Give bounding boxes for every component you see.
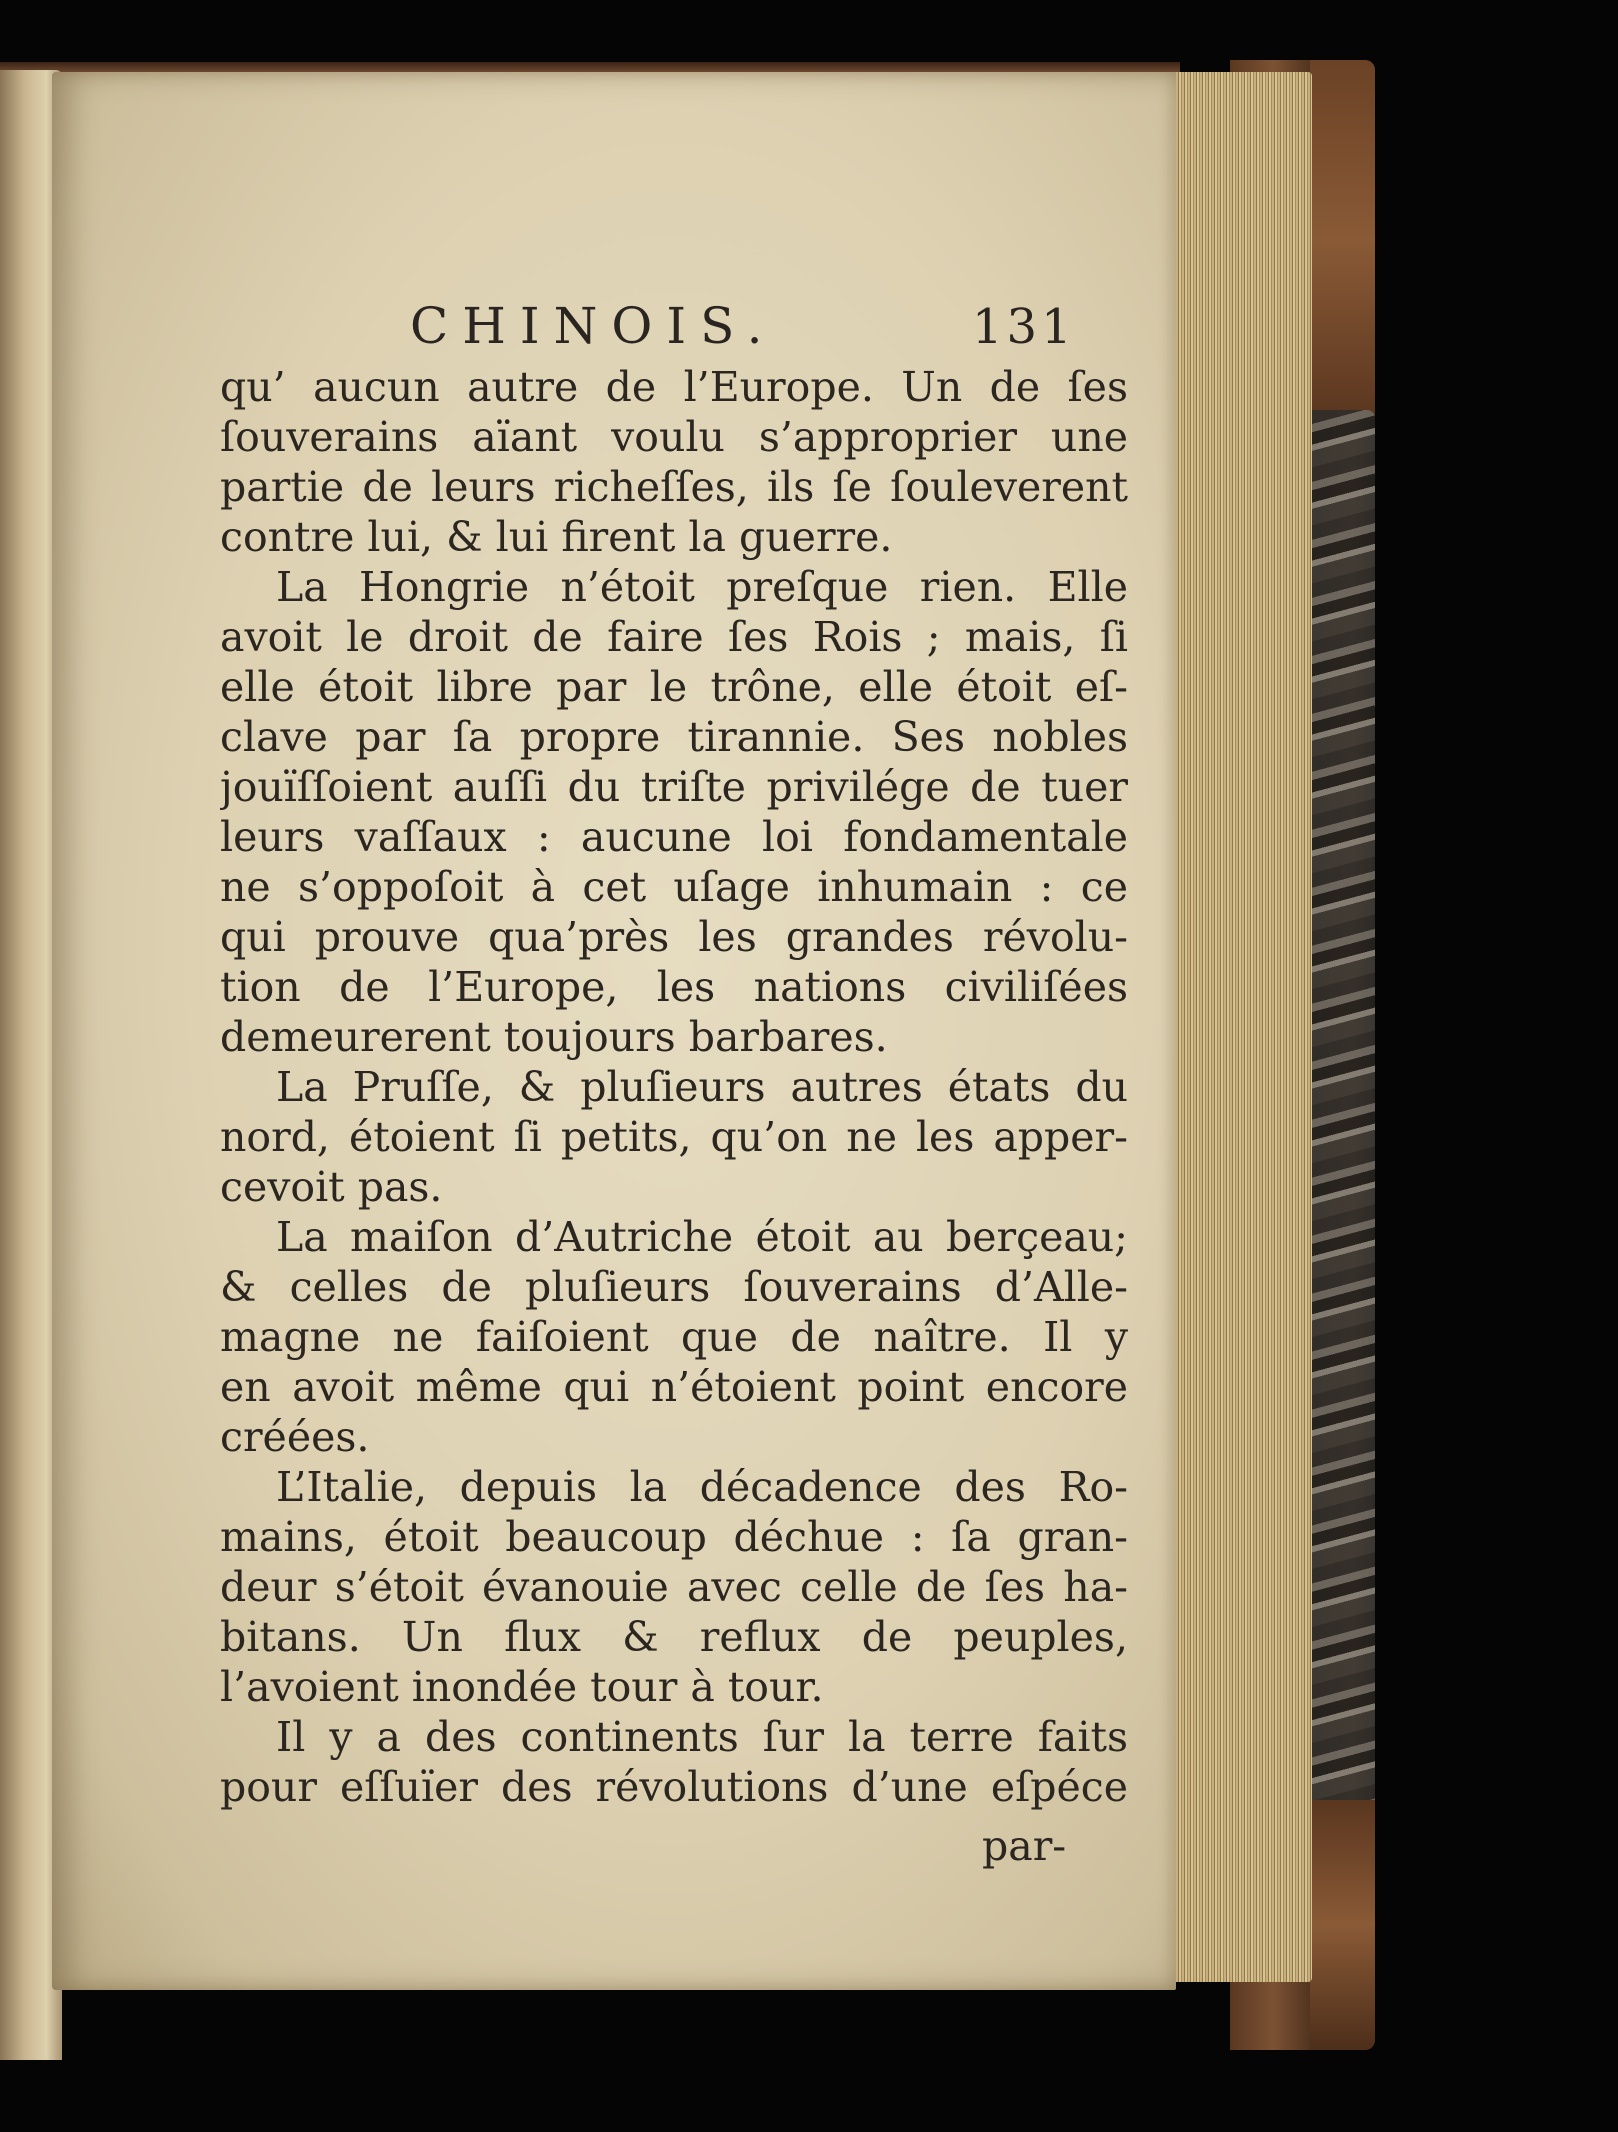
text-line: en avoit même qui n’étoient point encore (220, 1363, 1128, 1411)
running-head: CHINOIS. (410, 297, 777, 355)
body-text (220, 362, 1128, 1812)
text-line: partie de leurs richeſſes, ils ſe ſouleverent (220, 463, 1128, 511)
page-number: 131 (972, 299, 1076, 355)
text-line: mains, étoit beaucoup déchue : ſa gran- (220, 1513, 1128, 1561)
text-line: qu’ aucun autre de l’Europe. Un de ſes (220, 363, 1128, 411)
text-line: ne s’oppoſoit à cet uſage inhumain : ce (220, 863, 1128, 911)
text-line: La maiſon d’Autriche étoit au berçeau; (276, 1213, 1128, 1261)
text-line: L’Italie, depuis la décadence des Ro- (276, 1463, 1128, 1511)
text-line: jouïſſoient auſſi du triſte privilége de tuer (220, 763, 1128, 811)
text-line: Il y a des continents ſur la terre faits (276, 1713, 1128, 1761)
text-line: magne ne faiſoient que de naître. Il y (220, 1313, 1128, 1361)
cover-leather-bottom (1310, 1800, 1375, 2050)
page-edges (1152, 72, 1312, 1982)
text-line: demeurerent toujours barbares. (220, 1013, 888, 1061)
page-header (52, 297, 1176, 367)
text-line: bitans. Un flux & reflux de peuples, (220, 1613, 1128, 1661)
text-line: avoit le droit de faire ſes Rois ; mais, ſi (220, 613, 1128, 661)
text-line: qui prouve qua’près les grandes révolu- (220, 913, 1128, 961)
cover-leather-top (1310, 60, 1375, 420)
text-line: l’avoient inondée tour à tour. (220, 1663, 824, 1711)
text-line: ſouverains aïant voulu s’approprier une (220, 413, 1128, 461)
text-line: nord, étoient ſi petits, qu’on ne les apper- (220, 1113, 1128, 1161)
text-line: contre lui, & lui firent la guerre. (220, 513, 893, 561)
text-line: tion de l’Europe, les nations civiliſées (220, 963, 1128, 1011)
text-line: elle étoit libre par le trône, elle étoit eſ- (220, 663, 1128, 711)
marbled-board (1310, 410, 1375, 1810)
text-line: deur s’étoit évanouie avec celle de ſes ha- (220, 1563, 1128, 1611)
text-line: cevoit pas. (220, 1163, 443, 1211)
text-line: leurs vaſſaux : aucune loi fondamentale (220, 813, 1128, 861)
catchword: par- (982, 1822, 1067, 1870)
text-line: créées. (220, 1413, 370, 1461)
text-line: & celles de pluſieurs ſouverains d’Alle- (220, 1263, 1128, 1311)
text-line: pour eſſuïer des révolutions d’une eſpéce (220, 1763, 1128, 1811)
text-line: clave par ſa propre tirannie. Ses nobles (220, 713, 1128, 761)
text-line: La Pruſſe, & pluſieurs autres états du (276, 1063, 1128, 1111)
book-page (52, 72, 1176, 1990)
text-line: La Hongrie n’étoit preſque rien. Elle (276, 563, 1128, 611)
